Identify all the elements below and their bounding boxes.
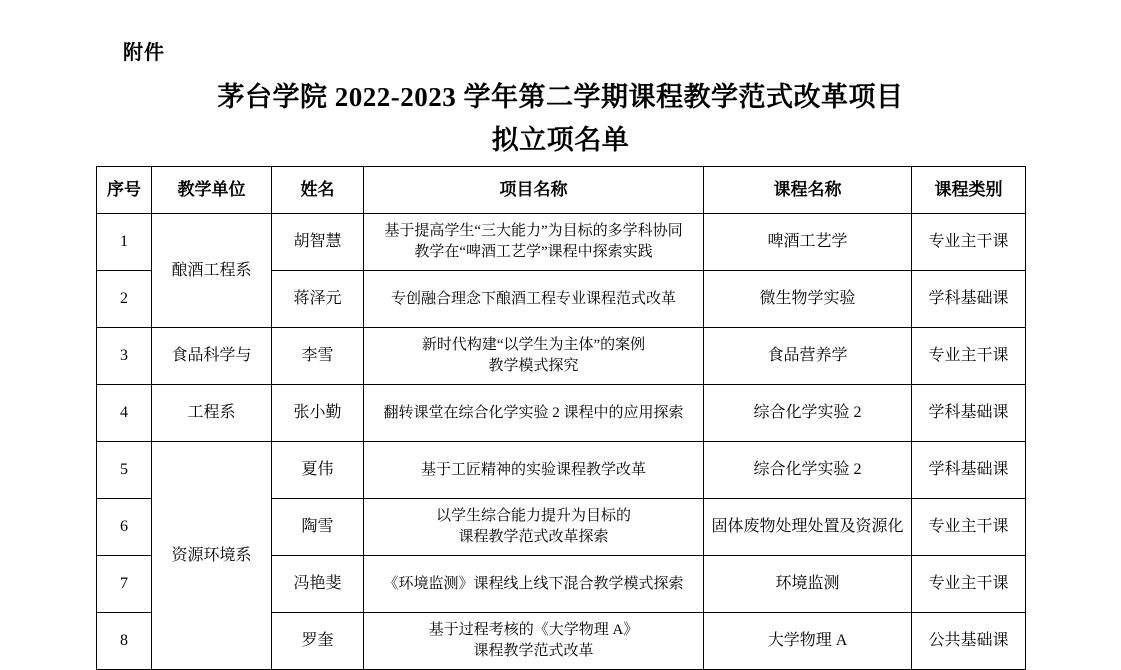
page-title-line-2: 拟立项名单 xyxy=(491,125,630,155)
cell-project xyxy=(364,613,704,670)
cell-type: 学科基础课 xyxy=(912,385,1026,442)
cell-seq: 5 xyxy=(97,442,152,499)
cell-name: 夏伟 xyxy=(272,442,364,499)
cell-seq: 6 xyxy=(97,499,152,556)
cell-unit: 食品科学与 xyxy=(152,328,272,385)
column-header-type: 课程类别 xyxy=(912,167,1026,214)
cell-course: 大学物理 A xyxy=(704,613,912,670)
cell-course: 啤酒工艺学 xyxy=(704,214,912,271)
cell-name: 胡智慧 xyxy=(272,214,364,271)
cell-type: 学科基础课 xyxy=(912,442,1026,499)
cell-project xyxy=(364,328,704,385)
cell-project-line-2: 教学在“啤酒工艺学”课程中探索实践 xyxy=(414,244,653,260)
cell-unit: 工程系 xyxy=(152,385,272,442)
cell-project xyxy=(364,499,704,556)
cell-type: 学科基础课 xyxy=(912,271,1026,328)
cell-project: 《环境监测》课程线上线下混合教学模式探索 xyxy=(364,556,704,613)
cell-project: 翻转课堂在综合化学实验 2 课程中的应用探索 xyxy=(364,385,704,442)
table-row xyxy=(97,328,1026,385)
cell-name: 蒋泽元 xyxy=(272,271,364,328)
cell-name: 陶雪 xyxy=(272,499,364,556)
page-title-line-1: 茅台学院 2022-2023 学年第二学期课程教学范式改革项目 xyxy=(217,82,904,112)
table-header-row xyxy=(97,167,1026,214)
cell-name: 冯艳斐 xyxy=(272,556,364,613)
cell-type: 公共基础课 xyxy=(912,613,1026,670)
cell-project-line-2: 课程教学范式改革探索 xyxy=(458,529,609,545)
attachment-label: 附件 xyxy=(123,42,165,64)
cell-project-line-1: 新时代构建“以学生为主体”的案例 xyxy=(421,337,646,353)
cell-project xyxy=(364,214,704,271)
cell-type: 专业主干课 xyxy=(912,328,1026,385)
table-row xyxy=(97,214,1026,271)
cell-seq: 8 xyxy=(97,613,152,670)
cell-type: 专业主干课 xyxy=(912,214,1026,271)
cell-seq: 2 xyxy=(97,271,152,328)
column-header-seq: 序号 xyxy=(97,167,152,214)
cell-project-line-2: 教学模式探究 xyxy=(488,358,579,374)
cell-course: 综合化学实验 2 xyxy=(704,385,912,442)
table-header xyxy=(97,167,1026,214)
cell-name: 张小勤 xyxy=(272,385,364,442)
cell-unit: 资源环境系 xyxy=(152,442,272,670)
cell-course: 微生物学实验 xyxy=(704,271,912,328)
column-header-unit: 教学单位 xyxy=(152,167,272,214)
cell-project-line-1: 基于提高学生“三大能力”为目标的多学科协同 xyxy=(384,223,683,239)
cell-course: 固体废物处理处置及资源化 xyxy=(704,499,912,556)
cell-project: 专创融合理念下酿酒工程专业课程范式改革 xyxy=(364,271,704,328)
cell-course: 食品营养学 xyxy=(704,328,912,385)
cell-name: 罗奎 xyxy=(272,613,364,670)
table-row xyxy=(97,442,1026,499)
cell-seq: 4 xyxy=(97,385,152,442)
table-body xyxy=(97,214,1026,670)
table-row xyxy=(97,385,1026,442)
cell-course: 综合化学实验 2 xyxy=(704,442,912,499)
cell-project-line-1: 以学生综合能力提升为目标的 xyxy=(435,508,631,524)
cell-project-line-2: 课程教学范式改革 xyxy=(473,643,594,659)
column-header-name: 姓名 xyxy=(272,167,364,214)
cell-name: 李雪 xyxy=(272,328,364,385)
cell-seq: 3 xyxy=(97,328,152,385)
cell-seq: 1 xyxy=(97,214,152,271)
column-header-course: 课程名称 xyxy=(704,167,912,214)
cell-project: 基于工匠精神的实验课程教学改革 xyxy=(364,442,704,499)
project-list-table xyxy=(96,166,1026,670)
column-header-project: 项目名称 xyxy=(364,167,704,214)
cell-course: 环境监测 xyxy=(704,556,912,613)
page-title xyxy=(0,76,1121,162)
cell-unit: 酿酒工程系 xyxy=(152,214,272,328)
cell-type: 专业主干课 xyxy=(912,499,1026,556)
cell-project-line-1: 基于过程考核的《大学物理 A》 xyxy=(428,622,639,638)
cell-seq: 7 xyxy=(97,556,152,613)
cell-type: 专业主干课 xyxy=(912,556,1026,613)
